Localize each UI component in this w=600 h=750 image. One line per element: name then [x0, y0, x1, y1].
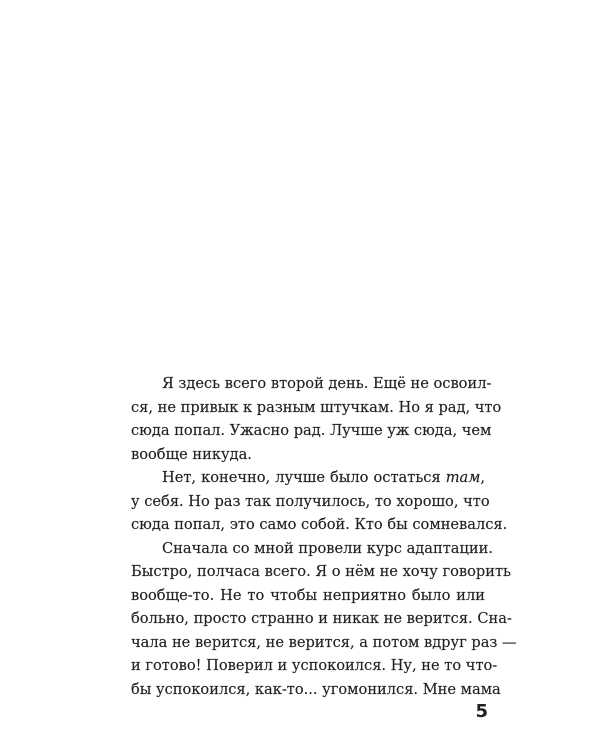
text-line: у себя. Но раз так получилось, то хорошо, что — [131, 492, 490, 510]
text-line: Сначала со мной провели курс адаптации. — [162, 539, 493, 557]
emphasized-word: там — [445, 469, 481, 486]
text-line: бы успокоился, как-то... угомонился. Мне мама — [131, 680, 501, 698]
text-line: больно, просто странно и никак не верится. Сна- — [131, 610, 512, 627]
body-text — [131, 372, 517, 701]
text-line: Я здесь всего второй день. Ещё не освоил- — [162, 375, 492, 392]
text-line: и готово! Поверил и успокоился. Ну, не то что- — [131, 657, 498, 674]
text-line: чала не верится, не верится, а потом вдруг раз — — [131, 633, 517, 651]
text-line: ся, не привык к разным штучкам. Но я рад, что — [131, 398, 502, 416]
text-line: вообще-то. Не то чтобы неприятно было или — [131, 586, 485, 604]
text-line: вообще никуда. — [131, 445, 252, 463]
text-segment: , — [480, 469, 485, 486]
page-number: 5 — [475, 701, 488, 722]
text-line: сюда попал. Ужасно рад. Лучше уж сюда, чем — [131, 422, 492, 439]
text-line: Быстро, полчаса всего. Я о нём не хочу говорить — [131, 563, 511, 580]
text-line — [131, 466, 485, 490]
text-line: сюда попал, это само собой. Кто бы сомневался. — [131, 516, 508, 533]
text-segment: Нет, конечно, лучше было остаться — [162, 469, 446, 486]
